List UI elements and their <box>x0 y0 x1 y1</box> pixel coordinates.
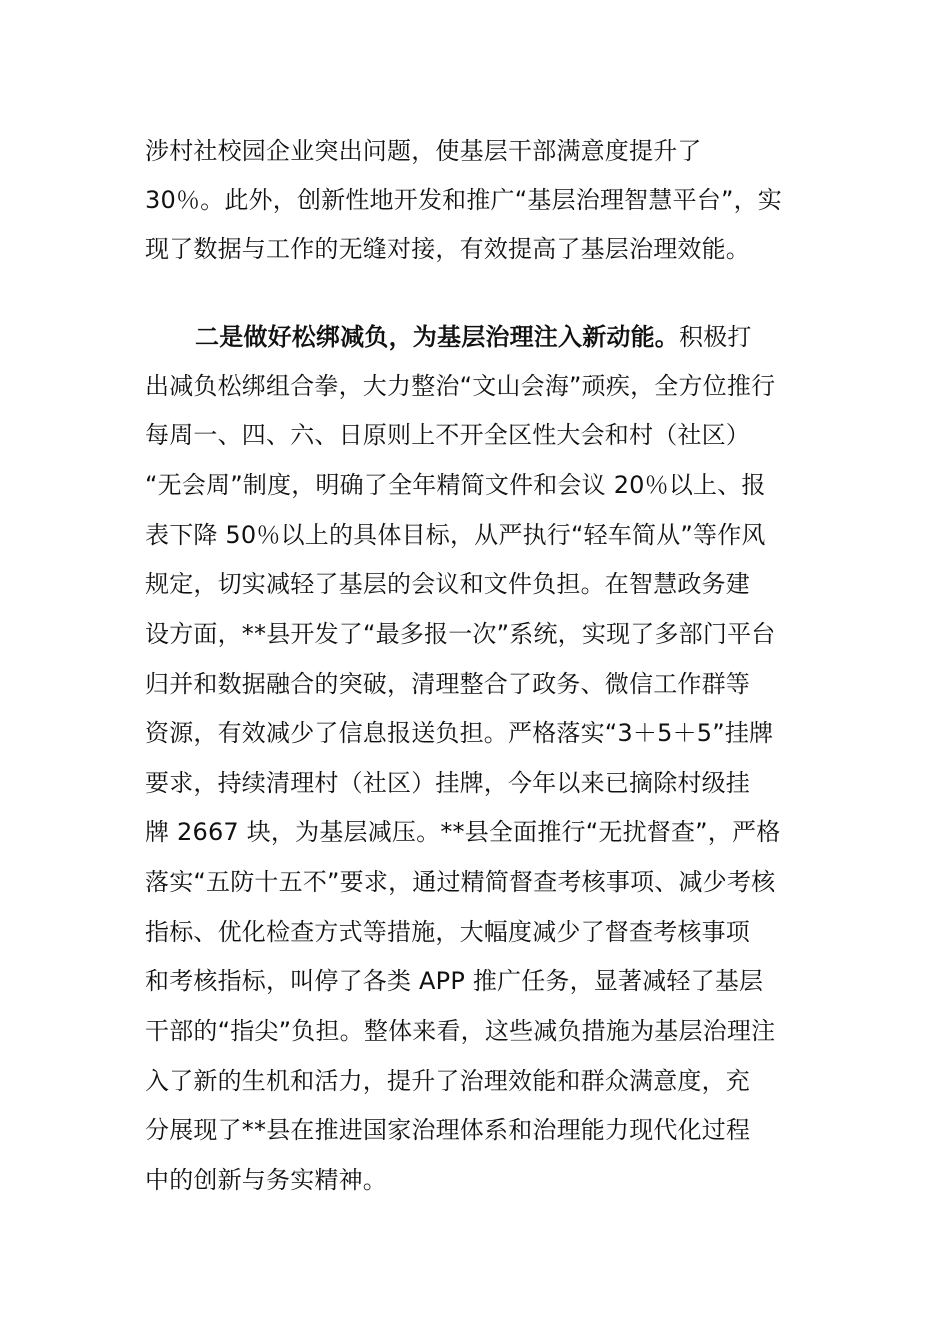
paragraph-2-line: 资源，有效减少了信息报送负担。严格落实“3＋5＋5”挂牌 <box>145 719 774 747</box>
paragraph-1-line-3: 现了数据与工作的无缝对接，有效提高了基层治理效能。 <box>145 235 750 263</box>
paragraph-2-line: 中的创新与务实精神。 <box>145 1166 387 1194</box>
paragraph-2-line: 规定，切实减轻了基层的会议和文件负担。在智慧政务建 <box>145 570 750 598</box>
paragraph-2-line: 牌 2667 块，为基层减压。**县全面推行“无扰督查”，严格 <box>145 818 781 846</box>
paragraph-2-line: 入了新的生机和活力，提升了治理效能和群众满意度，充 <box>145 1067 750 1095</box>
paragraph-2-line: 表下降 50％以上的具体目标，从严执行“轻车简从”等作风 <box>145 521 766 549</box>
paragraph-2-line: 干部的“指尖”负担。整体来看，这些减负措施为基层治理注 <box>145 1017 776 1045</box>
paragraph-2-line: 要求，持续清理村（社区）挂牌，今年以来已摘除村级挂 <box>145 769 750 797</box>
paragraph-1-line-1: 涉村社校园企业突出问题，使基层干部满意度提升了 <box>145 137 702 165</box>
paragraph-2-first-line-rest: 积极打 <box>679 323 752 351</box>
paragraph-2-line: 落实“五防十五不”要求，通过精简督查考核事项、减少考核 <box>145 868 776 896</box>
paragraph-2-line: 和考核指标，叫停了各类 APP 推广任务，显著减轻了基层 <box>145 967 764 995</box>
paragraph-2-line: 归并和数据融合的突破，清理整合了政务、微信工作群等 <box>145 670 750 698</box>
paragraph-1-line-2: 30％。此外，创新性地开发和推广“基层治理智慧平台”，实 <box>145 186 783 214</box>
paragraph-2-first-line <box>195 320 752 354</box>
paragraph-2-line: 出减负松绑组合拳，大力整治“文山会海”顽疾，全方位推行 <box>145 372 776 400</box>
section-heading: 二是做好松绑减负，为基层治理注入新动能。 <box>195 323 679 351</box>
paragraph-2-line: 分展现了**县在推进国家治理体系和治理能力现代化过程 <box>145 1116 751 1144</box>
paragraph-2-line: 每周一、四、六、日原则上不开全区性大会和村（社区） <box>145 421 750 449</box>
paragraph-2-line: 指标、优化检查方式等措施，大幅度减少了督查考核事项 <box>145 918 750 946</box>
paragraph-2-line: 设方面，**县开发了“最多报一次”系统，实现了多部门平台 <box>145 620 776 648</box>
paragraph-2-line: “无会周”制度，明确了全年精简文件和会议 20％以上、报 <box>145 471 766 499</box>
